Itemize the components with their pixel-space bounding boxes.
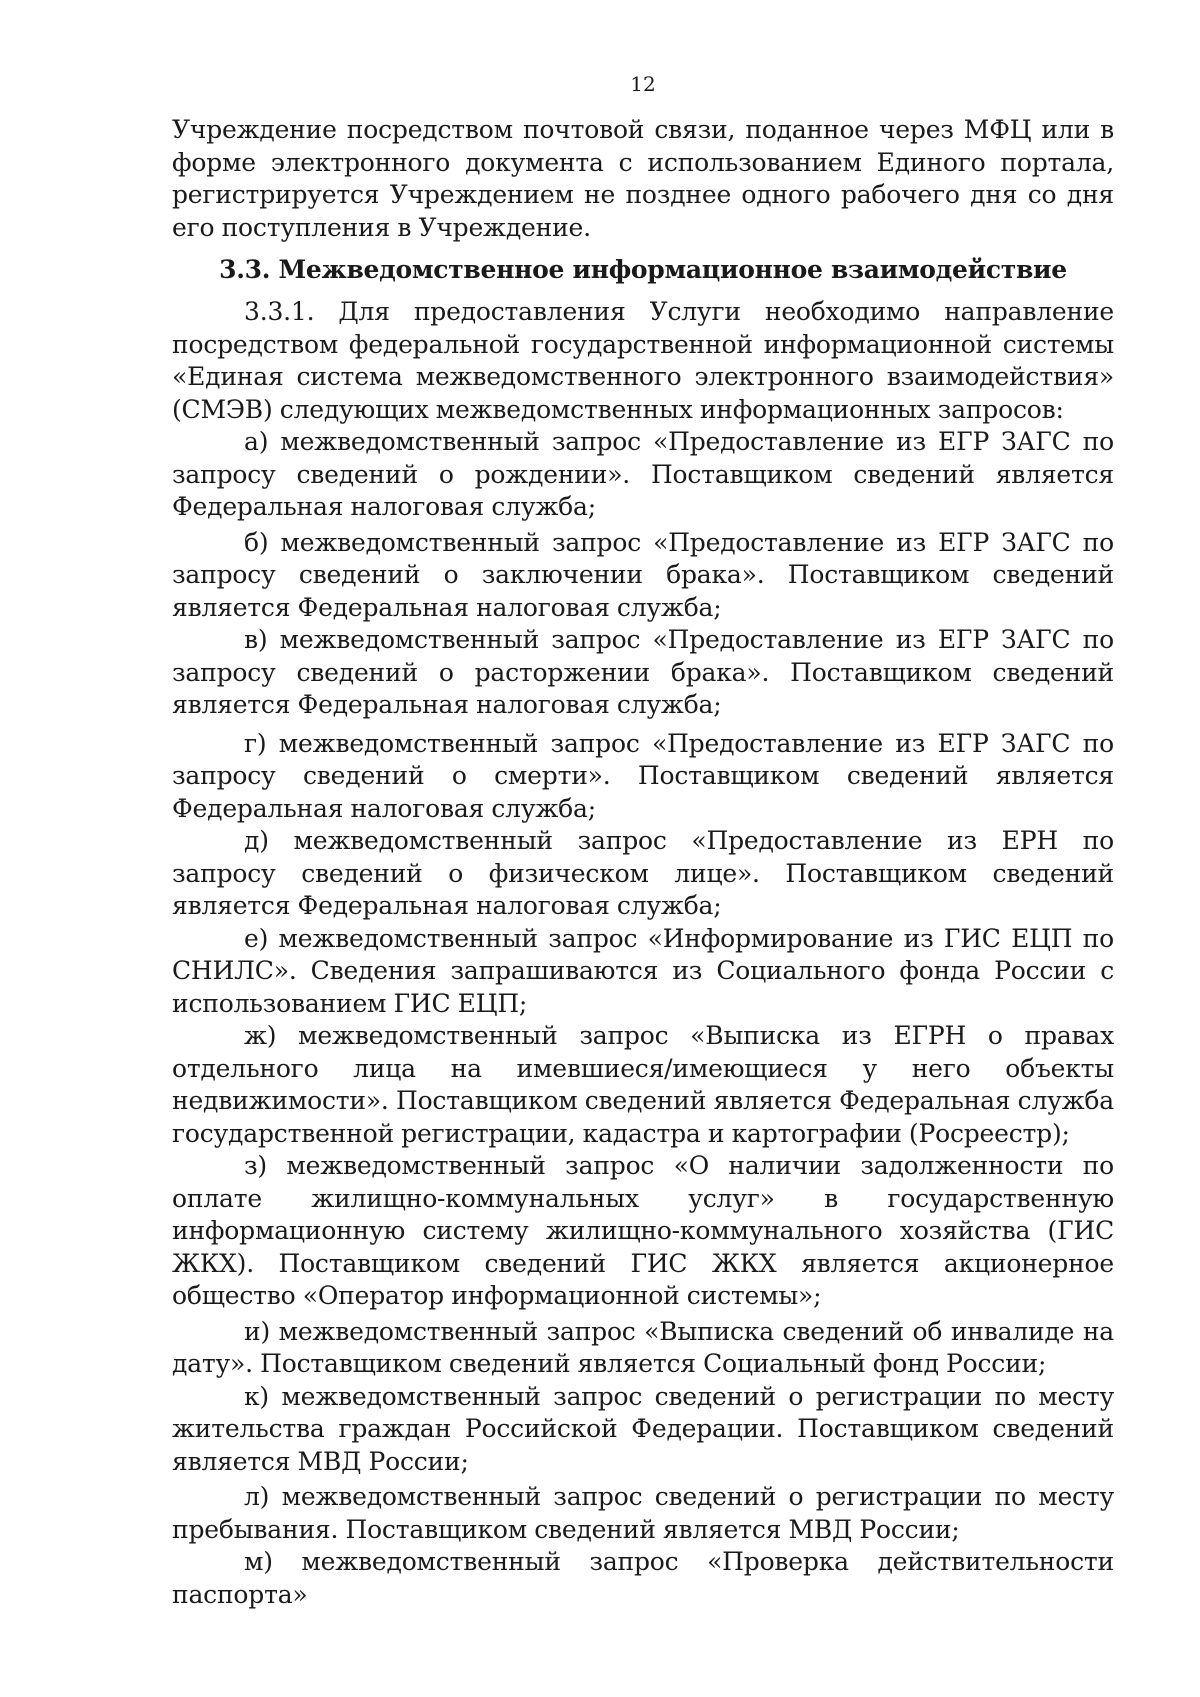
list-item-k: к) межведомственный запрос сведений о регистрации по месту жительства граждан Российской Федерации. Поставщиком сведений является МВД России; — [172, 1381, 1114, 1476]
list-item-zh: ж) межведомственный запрос «Выписка из ЕГРН о правах отдельного лица на имевшиеся/имеющиеся у него объекты недвижимости». Поставщиком сведений является Федеральная служба государственной регистрации, кадастра и картографии (Росреестр); — [172, 1021, 1114, 1148]
list-item-e: е) межведомственный запрос «Информирование из ГИС ЕЦП по СНИЛС». Сведения запрашиваются из Социального фонда России с использованием ГИС ЕЦП; — [172, 923, 1114, 1018]
list-item-z: з) межведомственный запрос «О наличии задолженности по оплате жилищно-коммунальных услуг» в государственную информационную систему жилищно-коммунального хозяйства (ГИС ЖКХ). Поставщиком сведений ГИС ЖКХ является акционерное общество «Оператор информационной системы»; — [172, 1151, 1114, 1310]
list-item-l: л) межведомственный запрос сведений о регистрации по месту пребывания. Поставщиком сведений является МВД России; — [172, 1482, 1114, 1544]
section-heading: 3.3. Межведомственное информационное взаимодействие — [219, 255, 1067, 284]
list-item-b: б) межведомственный запрос «Предоставление из ЕГР ЗАГС по запросу сведений о заключении брака». Поставщиком сведений является Федеральная налоговая служба; — [172, 527, 1114, 622]
list-item-a: а) межведомственный запрос «Предоставление из ЕГР ЗАГС по запросу сведений о рождении». Поставщиком сведений является Федеральная налоговая служба; — [172, 427, 1114, 521]
list-item-g: г) межведомственный запрос «Предоставление из ЕГР ЗАГС по запросу сведений о смерти». Поставщиком сведений является Федеральная налоговая служба; — [172, 728, 1114, 823]
list-item-v: в) межведомственный запрос «Предоставление из ЕГР ЗАГС по запросу сведений о расторжении брака». Поставщиком сведений является Федеральная налоговая служба; — [172, 625, 1114, 719]
list-item-i: и) межведомственный запрос «Выписка сведений об инвалиде на дату». Поставщиком сведений является Социальный фонд России; — [172, 1316, 1114, 1378]
paragraph-3-3-1: 3.3.1. Для предоставления Услуги необходимо направление посредством федеральной государственной информационной системы «Единая система межведомственного электронного взаимодействия» (СМЭВ) следующих межведомственных информационных запросов: — [172, 297, 1114, 424]
list-item-m: м) межведомственный запрос «Проверка действительности паспорта» — [172, 1547, 1114, 1609]
list-item-d: д) межведомственный запрос «Предоставление из ЕРН по запросу сведений о физическом лице». Поставщиком сведений является Федеральная налоговая служба; — [172, 826, 1114, 920]
intro-paragraph: Учреждение посредством почтовой связи, поданное через МФЦ или в форме электронного документа с использованием Единого портала, регистрируется Учреждением не позднее одного рабочего дня со дня его поступления в Учреждение. — [172, 115, 1114, 242]
page-number: 12 — [630, 72, 656, 96]
